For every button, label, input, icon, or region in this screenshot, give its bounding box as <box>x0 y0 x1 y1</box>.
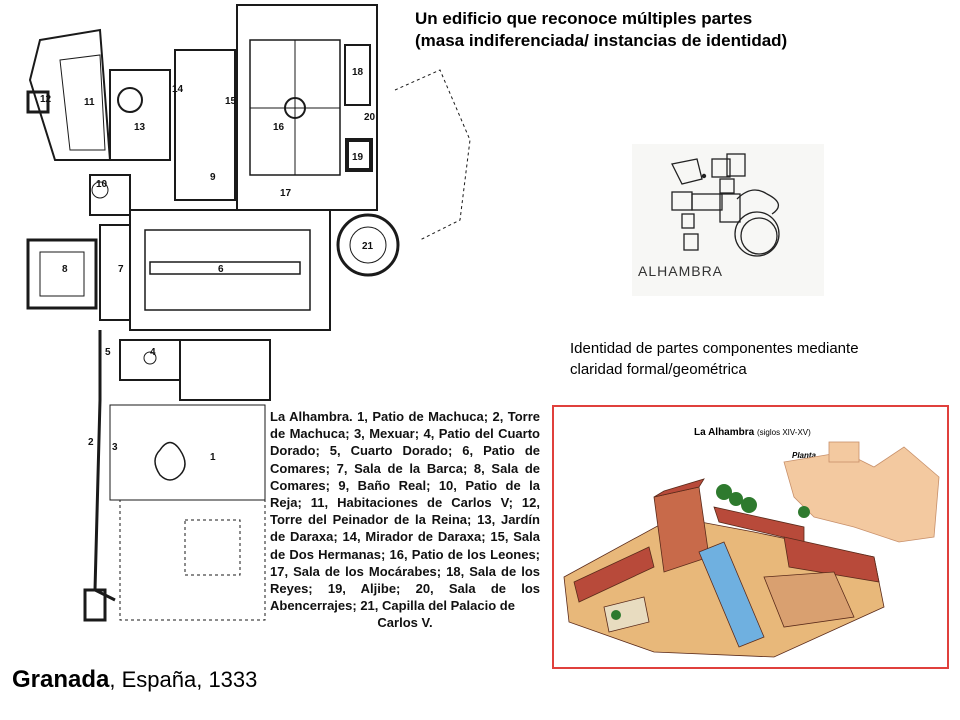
plan-number-2: 2 <box>88 437 94 448</box>
plan-number-17: 17 <box>280 188 292 199</box>
plan-number-19: 19 <box>352 152 364 163</box>
alhambra-illustration <box>552 405 949 669</box>
heading-line-2: (masa indiferenciada/ instancias de identidad) <box>415 31 788 50</box>
caption-rest: , España, 1333 <box>109 667 258 692</box>
plan-number-4: 4 <box>150 347 156 358</box>
plan-number-5: 5 <box>105 347 111 358</box>
identity-line-1: Identidad de partes componentes mediante <box>570 340 859 357</box>
plan-number-3: 3 <box>112 442 118 453</box>
plan-number-20: 20 <box>364 112 376 123</box>
plan-number-18: 18 <box>352 67 364 78</box>
illustration-planta-label: Planta <box>792 451 817 460</box>
plan-number-6: 6 <box>218 264 224 275</box>
illustration-drawing <box>554 407 947 667</box>
plan-number-7: 7 <box>118 264 124 275</box>
sketch-label: ALHAMBRA <box>638 263 724 279</box>
legend-body: 1, Patio de Machuca; 2, Torre de Machuca; 3, Mexuar; 4, Patio del Cuarto Dorado; 5, Cuarto Dorado; 6, Patio de Comares; 7, Sala de la Barca; 8, Sala de Comares; 9, Baño Real; 10, Patio de la Reja; 11, Habitaciones de Carlos V; 12, Torre del Peinador de la Reina; 13, Jardín de Daraxa; 14, Mirador de Daraxa; 15, Sala de Dos Hermanas; 16, Patio de los Leones; 17, Sala de los Mocárabes; 18, Sala de los Reyes; 19, Aljibe; 20, Sala de los Abencerrajes; 21, Capilla del Palacio de <box>270 409 540 614</box>
caption-city: Granada <box>12 666 110 693</box>
alhambra-sketch <box>632 144 824 296</box>
plan-number-13: 13 <box>134 122 146 133</box>
heading-line-1: Un edificio que reconoce múltiples partes <box>415 9 753 28</box>
illustration-title-sub: (siglos XIV-XV) <box>756 428 811 437</box>
sketch-drawing <box>632 144 824 296</box>
plan-number-9: 9 <box>210 172 216 183</box>
identity-caption <box>570 338 950 380</box>
plan-number-10: 10 <box>96 179 108 190</box>
plan-number-21: 21 <box>362 241 374 252</box>
plan-number-11: 11 <box>84 97 95 108</box>
plan-number-8: 8 <box>62 264 68 275</box>
plan-number-1: 1 <box>210 452 216 463</box>
legend-lead: La Alhambra. <box>270 409 353 424</box>
slide-heading <box>415 8 955 52</box>
location-caption <box>12 666 257 694</box>
illustration-title-main: La Alhambra <box>694 427 755 438</box>
plan-number-15: 15 <box>225 96 237 107</box>
legend-end: Carlos V. <box>377 615 433 631</box>
plan-number-16: 16 <box>273 122 285 133</box>
plan-legend <box>270 408 540 632</box>
plan-number-12: 12 <box>40 94 52 105</box>
identity-line-2: claridad formal/geométrica <box>570 361 747 378</box>
plan-number-14: 14 <box>172 84 184 95</box>
